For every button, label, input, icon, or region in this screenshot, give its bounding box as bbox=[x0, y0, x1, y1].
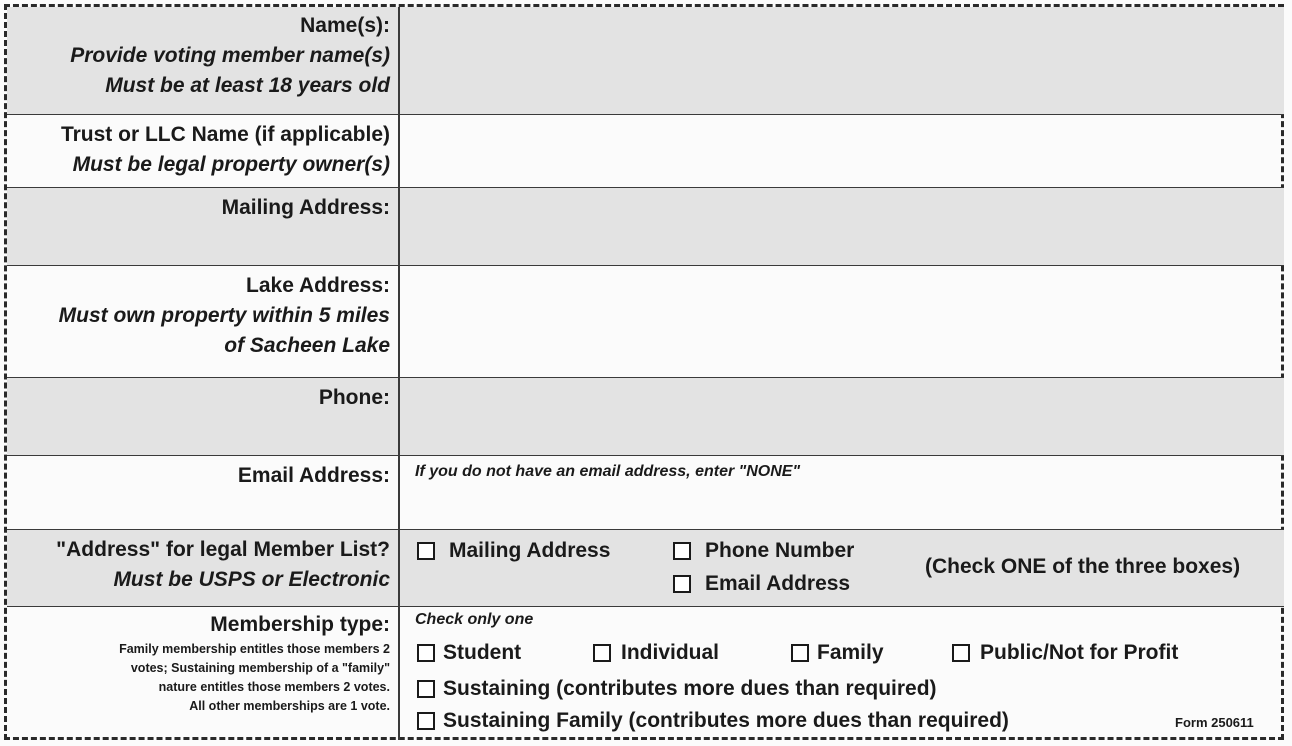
mailing-label: Mailing Address: bbox=[221, 196, 390, 219]
membership-option-individual-label: Individual bbox=[621, 641, 720, 664]
mailing-input[interactable] bbox=[415, 188, 1275, 264]
checkbox-student[interactable] bbox=[417, 644, 435, 662]
checkbox-email[interactable] bbox=[673, 575, 691, 593]
membership-note-2: votes; Sustaining membership of a "family" bbox=[130, 661, 390, 675]
names-sub-1: Provide voting member name(s) bbox=[70, 44, 390, 67]
membership-note-4: All other memberships are 1 vote. bbox=[189, 699, 390, 713]
mailing-label-block bbox=[7, 193, 390, 223]
membership-option-public-label: Public/Not for Profit bbox=[980, 641, 1179, 664]
address-option-email[interactable] bbox=[673, 572, 850, 596]
membership-label: Membership type: bbox=[210, 613, 390, 636]
checkbox-individual[interactable] bbox=[593, 644, 611, 662]
email-input[interactable] bbox=[415, 486, 1275, 528]
email-label-block bbox=[7, 461, 390, 491]
trust-sub: Must be legal property owner(s) bbox=[72, 153, 390, 176]
member-list-label-block bbox=[7, 535, 390, 595]
membership-option-sustaining-label: Sustaining (contributes more dues than required) bbox=[443, 677, 937, 700]
address-option-phone-label: Phone Number bbox=[705, 539, 855, 562]
address-option-mailing[interactable] bbox=[417, 539, 610, 563]
names-label-block bbox=[7, 11, 390, 101]
email-label: Email Address: bbox=[237, 464, 390, 487]
membership-option-public[interactable] bbox=[952, 641, 1178, 665]
column-divider bbox=[398, 7, 400, 740]
phone-label: Phone: bbox=[318, 386, 390, 409]
row-mailing bbox=[7, 188, 1284, 266]
membership-option-student-label: Student bbox=[443, 641, 522, 664]
form-id: Form 250611 bbox=[1175, 715, 1254, 730]
checkbox-family[interactable] bbox=[791, 644, 809, 662]
lake-label: Lake Address: bbox=[246, 274, 390, 297]
checkbox-phone[interactable] bbox=[673, 542, 691, 560]
member-list-sub: Must be USPS or Electronic bbox=[113, 568, 390, 591]
membership-note-1: Family membership entitles those members 2 bbox=[119, 642, 390, 656]
address-option-phone[interactable] bbox=[673, 539, 854, 563]
lake-label-block bbox=[7, 271, 390, 361]
checkbox-sustaining[interactable] bbox=[417, 680, 435, 698]
membership-option-individual[interactable] bbox=[593, 641, 719, 665]
trust-label: Trust or LLC Name (if applicable) bbox=[60, 123, 390, 146]
row-names bbox=[7, 7, 1284, 115]
membership-hint: Check only one bbox=[415, 611, 534, 628]
membership-label-block bbox=[7, 610, 390, 716]
address-note: (Check ONE of the three boxes) bbox=[925, 555, 1241, 578]
membership-option-sustaining[interactable] bbox=[417, 677, 937, 701]
checkbox-mailing[interactable] bbox=[417, 542, 435, 560]
names-input[interactable] bbox=[415, 7, 1275, 113]
row-lake bbox=[7, 266, 1284, 378]
lake-sub-2: of Sacheen Lake bbox=[224, 334, 390, 357]
membership-note-3: nature entitles those members 2 votes. bbox=[158, 680, 390, 694]
address-option-mailing-label: Mailing Address bbox=[449, 539, 611, 562]
checkbox-sustaining-family[interactable] bbox=[417, 712, 435, 730]
lake-sub-1: Must own property within 5 miles bbox=[58, 304, 390, 327]
membership-option-sustaining-family-label: Sustaining Family (contributes more dues than required) bbox=[443, 709, 1009, 732]
membership-option-family[interactable] bbox=[791, 641, 884, 665]
checkbox-public[interactable] bbox=[952, 644, 970, 662]
membership-option-sustaining-family[interactable] bbox=[417, 709, 1009, 733]
names-label: Name(s): bbox=[300, 14, 390, 37]
membership-option-student[interactable] bbox=[417, 641, 521, 665]
row-trust bbox=[7, 115, 1284, 188]
email-hint: If you do not have an email address, enter "NONE" bbox=[415, 463, 801, 480]
trust-input[interactable] bbox=[415, 115, 1275, 186]
membership-option-family-label: Family bbox=[817, 641, 884, 664]
row-membership bbox=[7, 607, 1284, 740]
trust-label-block bbox=[7, 120, 390, 180]
row-email bbox=[7, 456, 1284, 530]
lake-input[interactable] bbox=[415, 266, 1275, 376]
member-list-label: "Address" for legal Member List? bbox=[56, 538, 390, 561]
row-member-list bbox=[7, 530, 1284, 607]
phone-label-block bbox=[7, 383, 390, 413]
phone-input[interactable] bbox=[415, 378, 1275, 454]
address-option-email-label: Email Address bbox=[705, 572, 851, 595]
names-sub-2: Must be at least 18 years old bbox=[105, 74, 390, 97]
row-phone bbox=[7, 378, 1284, 456]
